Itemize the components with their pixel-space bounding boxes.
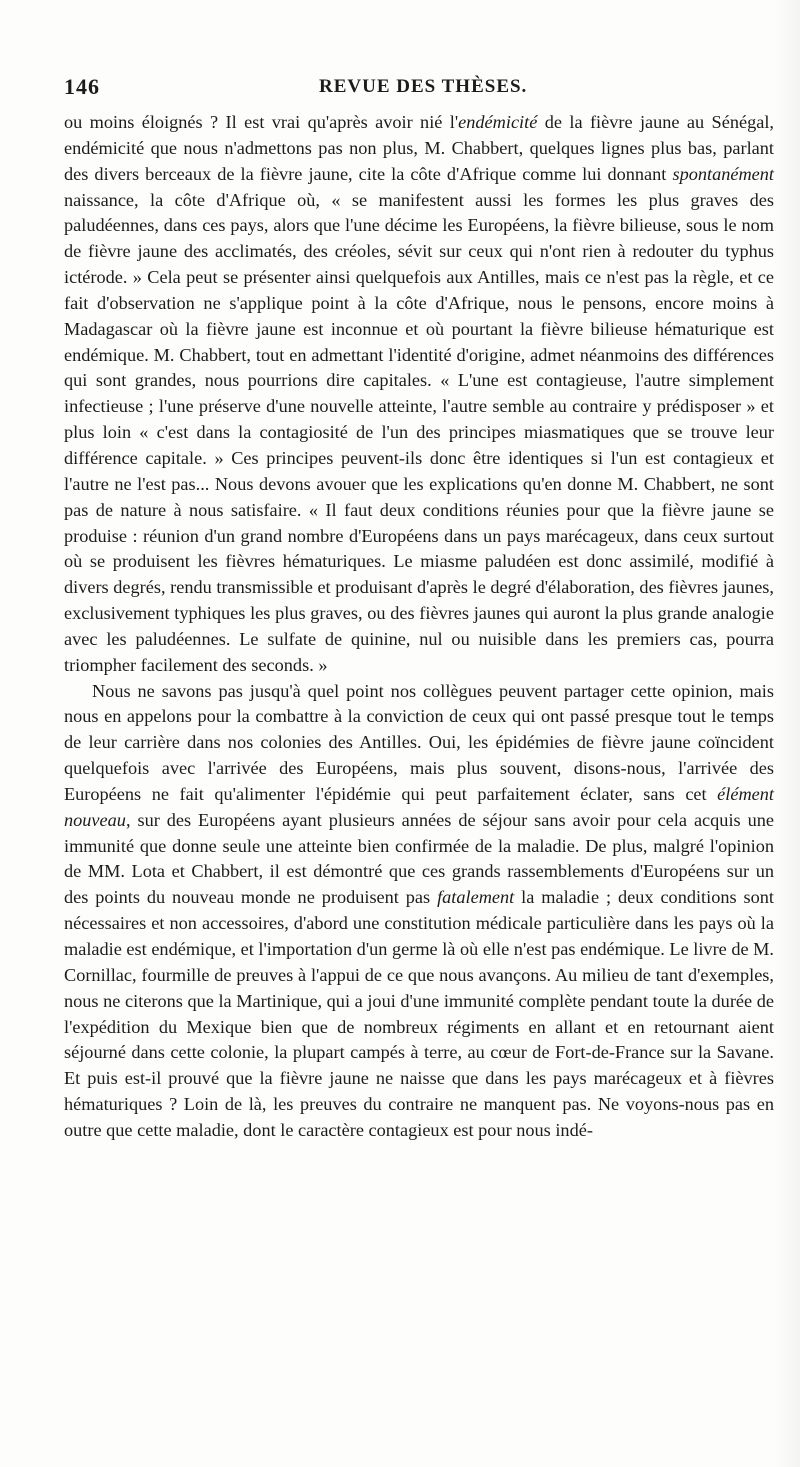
running-title: REVUE DES THÈSES. <box>319 76 528 97</box>
text-segment: Nous ne savons pas jusqu'à quel point nos collègues peuvent partager cette opinion, mais nous en appelons pour la combattre à la conviction de ceux qui ont passé presque tout le temps de leur carrière dans nos colonies des Antilles. Oui, les épidémies de fièvre jaune coïncident quelquefois avec l'arrivée des Européens, mais plus souvent, disons-nous, l'arrivée des Européens ne fait qu'alimenter l'épidémie qui peut parfaitement éclater, sans cet <box>64 680 774 804</box>
text-segment: naissance, la côte d'Afrique où, « se manifestent aussi les formes les plus graves des paludéennes, dans ces pays, alors que l'une décime les Européens, la fièvre bilieuse, sous le nom de fièvre jaune des acclimatés, des créoles, sévit sur ceux qui n'ont rien à redouter du typhus ictérode. » Cela peut se présenter ainsi quelquefois aux Antilles, mais ce n'est pas la règle, et ce fait d'observation ne s'applique point à la côte d'Afrique, nous le pensons, encore moins à Madagascar où la fièvre jaune est inconnue et où pourtant la fièvre bilieuse hématurique est endémique. M. Chabbert, tout en admettant l'identité d'origine, admet néanmoins des différences qui sont grandes, nous pourrions dire capitales. « L'une est contagieuse, l'autre simplement infectieuse ; l'une préserve d'une nouvelle atteinte, l'autre semble au contraire y prédisposer » et plus loin « c'est dans la contagiosité de l'un des principes miasmatiques que se trouve leur différence capitale. » Ces principes peuvent-ils donc être identiques si l'un est contagieux et l'autre ne l'est pas... Nous devons avouer que les explications qu'en donne M. Chabbert, ne sont pas de nature à nous satisfaire. « Il faut deux conditions réunies pour que la fièvre jaune se produise : réunion d'un grand nombre d'Européens dans un pays marécageux, dans ceux surtout où se produisent les fièvres hématuriques. Le miasme paludéen est donc assimilé, modifié à divers degrés, rendu transmissible et produisant d'après le degré d'élaboration, des fièvres jaunes, exclusivement typhiques les plus graves, ou des fièvres jaunes qui auront la plus grande analogie avec les paludéennes. Le sulfate de quinine, nul ou nuisible dans les premiers cas, pourra triompher facilement des seconds. » <box>64 189 774 675</box>
text-segment: ou moins éloignés ? Il est vrai qu'après avoir nié l' <box>64 112 459 132</box>
page-edge-shadow <box>774 0 800 1467</box>
paragraph-2 <box>64 679 774 1144</box>
text-segment: de la fièvre jaune au Sénégal, endémicité que nous n'admettons pas non plus, M. Chabbert, quelques lignes plus bas, parlant des divers berceaux de la fièvre jaune, cite la côte d'Afrique comme lui donnant <box>64 112 774 184</box>
paragraph-1 <box>64 110 774 679</box>
page-header <box>64 74 774 104</box>
text-segment: , sur des Européens ayant plusieurs années de séjour sans avoir pour cela acquis une immunité que donne seule une atteinte bien confirmée de la maladie. De plus, malgré l'opinion de MM. Lota et Chabbert, il est démontré que ces grands rassemblements d'Européens sur un des points du nouveau monde ne produisent pas <box>64 809 774 908</box>
italic-term-element-nouveau: élément nouveau <box>64 783 774 830</box>
page-number: 146 <box>64 74 100 99</box>
text-segment: la maladie ; deux conditions sont nécessaires et non accessoires, d'abord une constitution médicale particulière dans les pays où la maladie est endémique, et l'importation d'un germe là où elle n'est pas endémique. Le livre de M. Cornillac, fourmille de preuves à l'appui de ce que nous avançons. Au milieu de tant d'exemples, nous ne citerons que la Martinique, qui a joui d'une immunité complète pendant toute la durée de l'expédition du Mexique bien que de nombreux régiments en allant et en retournant aient séjourné dans cette colonie, la plupart campés à terre, au cœur de Fort-de-France sur la Savane. Et puis est-il prouvé que la fièvre jaune ne naisse que dans les pays marécageux et à fièvres hématuriques ? Loin de là, les preuves du contraire ne manquent pas. Ne voyons-nous pas en outre que cette maladie, dont le caractère contagieux est pour nous indé- <box>64 887 774 1140</box>
italic-term-fatalement: fatalement <box>437 887 515 908</box>
italic-term-spontanement: spontanément <box>672 163 774 184</box>
body-text <box>64 110 774 1144</box>
italic-term-endemicite: endémicité <box>458 112 538 132</box>
